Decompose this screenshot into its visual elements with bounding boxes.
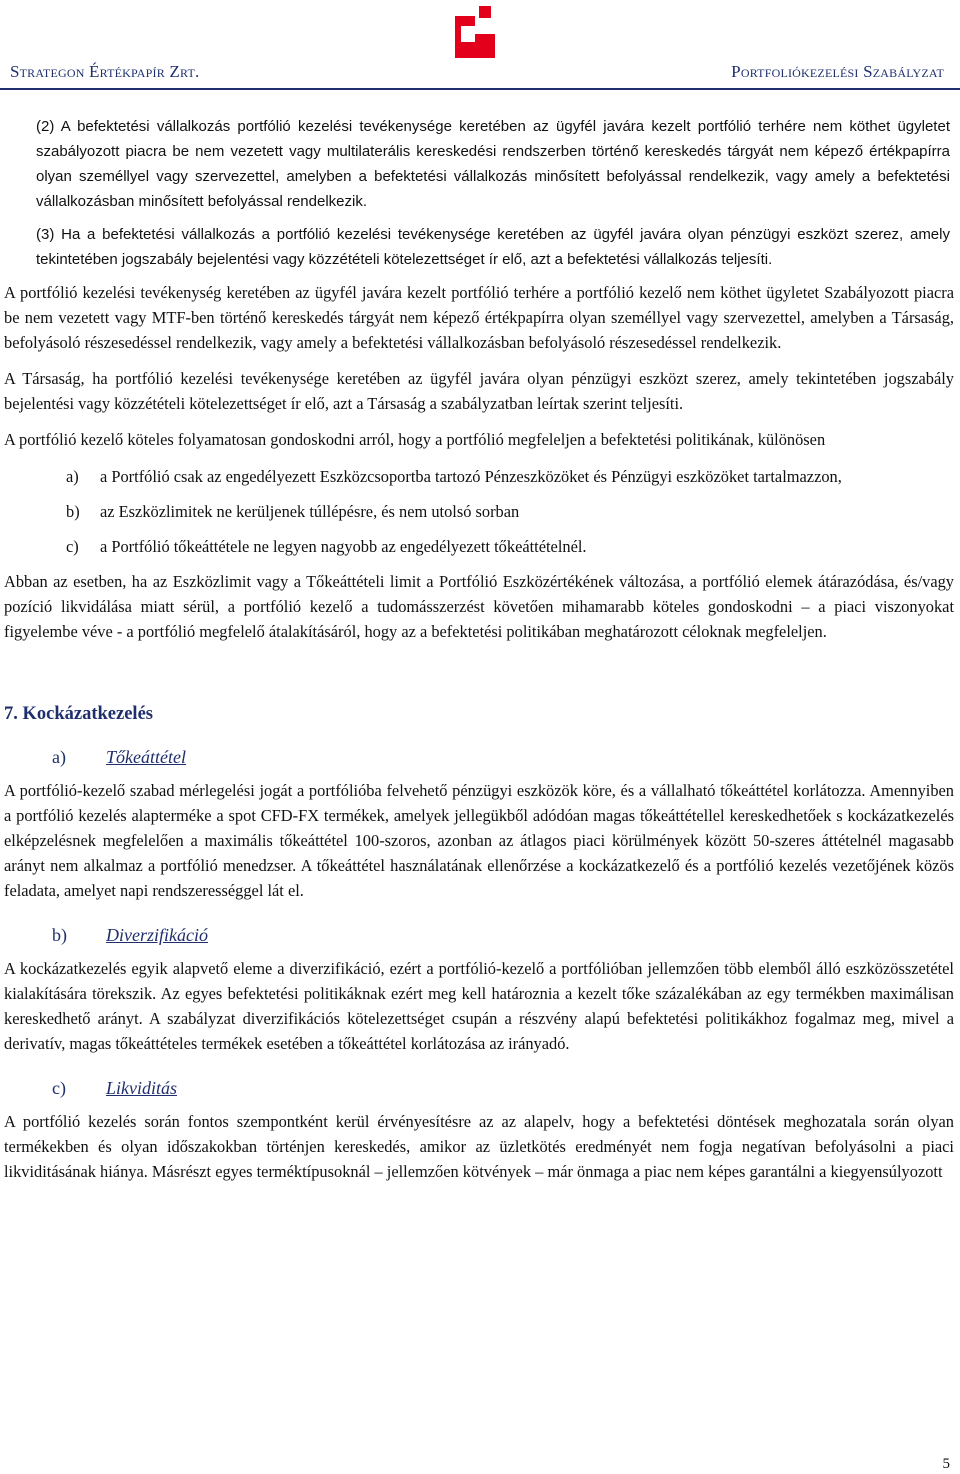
section-heading xyxy=(4,704,954,725)
subsection-heading xyxy=(4,747,954,768)
subsection-heading xyxy=(4,925,954,946)
list-item-text: a Portfólió csak az engedélyezett Eszközcsoportba tartozó Pénzeszközöket és Pénzügyi eszközöket tartalmazzon, xyxy=(100,467,842,486)
list-item-text: az Eszközlimitek ne kerüljenek túllépésre, és nem utolsó sorban xyxy=(100,502,520,521)
header-document-title: Portfoliókezelési Szabályzat xyxy=(731,62,944,81)
subsection-paragraph: A kockázatkezelés egyik alapvető eleme a diverzifikáció, ezért a portfólió-kezelő a portfólióban jellemzően több elemből álló eszközösszetétel kialakítására törekszik. Az egyes befektetési politikáknak ezért meg kell határoznia a kezelt tőke százalékában az egy termékben maximálisan kereskedhető arányt. A szabályzat diverzifikációs kötelezettséget csupán a részvény alapú befektetési politikákhoz fogalmaz meg, mivel a derivatív, magas tőkeáttételes termékek esetében a tőkeáttétel korlátozása az irányadó. xyxy=(4,959,954,1053)
list-item xyxy=(66,499,954,524)
list-item xyxy=(66,464,954,489)
section-title: Kockázatkezelés xyxy=(22,704,153,724)
subsection-paragraph: A portfólió kezelés során fontos szempontként kerül érvényesítésre az az alapelv, hogy a befektetési döntések meghozatala során olyan termékekben és olyan időszakokban történjen kereskedés, amikor az üzletkötés eredményét nem fogja negatívan befolyásolni a piaci likviditásának hiánya. Másrészt egyes terméktípusoknál – jellemzően kötvények – már önmaga a piac nem képes garantálni a kiegyensúlyozott xyxy=(4,1112,954,1181)
paragraph-company-disclosure: A Társaság, ha portfólió kezelési tevékenysége keretében az ügyfél javára olyan pénzügyi eszközt szerez, amely tekintetében jogszabály bejelentési vagy közzétételi kötelezettséget ír elő, azt a Társaság a szabályzatban leírtak szerint teljesíti. xyxy=(4,369,954,413)
list-item xyxy=(66,534,954,559)
subsection-paragraph: A portfólió-kezelő szabad mérlegelési jogát a portfólióba felvehető pénzügyi eszközök köre, és a vállalható tőkeáttétel korlátozza. Amennyiben a portfólió kezelés alapterméke a spot CFD-FX termékek, amelyek jellegükből adódóan magas tőkeáttétellel kereskedhetőek s kockázatkezelés elképzelésnek megfelelően a maximális tőkeáttétel 100-szoros, azonban az átlagos piaci körülmények között 50-szeres áttételnél magasabb arányt nem alkalmaz a portfólió menedzser. A tőkeáttétel használatának ellenőrzése a kockázatkezelő és a portfólió kezelés vezetőjének közös feladata, amelyet napi rendszerességgel lát el. xyxy=(4,781,954,900)
paragraph-portfolio-restriction: A portfólió kezelési tevékenység keretében az ügyfél javára kezelt portfólió terhére a portfólió kezelő nem köthet ügyletet Szabályozott piacra be nem vezetett vagy MTF-ben történő kereskedés tárgyát nem képező értékpapírra olyan személlyel vagy szervezettel, amelyben a Társaság, befolyásoló részesedéssel rendelkezik, vagy amely a befektetési vállalkozásban befolyásoló részesedéssel rendelkezik. xyxy=(4,283,954,352)
list-marker: b) xyxy=(66,502,80,521)
subsection-title: Tőkeáttétel xyxy=(106,747,186,767)
paragraph-3: (3) Ha a befektetési vállalkozás a portfólió kezelési tevékenysége keretében az ügyfél javára olyan pénzügyi eszközt szerez, amely tekintetében jogszabály bejelentési vagy közzétételi kötelezettséget ír elő, azt a befektetési vállalkozás teljesíti. xyxy=(36,226,950,268)
section-number: 7. xyxy=(4,704,18,724)
company-logo-icon xyxy=(455,6,495,58)
subsection-heading xyxy=(4,1078,954,1099)
list-marker: c) xyxy=(66,537,79,556)
subsection-marker: a) xyxy=(52,747,66,767)
paragraph-policy-compliance: A portfólió kezelő köteles folyamatosan gondoskodni arról, hogy a portfólió megfeleljen a befektetési politikának, különösen xyxy=(4,430,826,449)
header-divider xyxy=(0,88,960,90)
list-marker: a) xyxy=(66,467,79,486)
page-number: 5 xyxy=(942,1456,950,1472)
subsection-marker: b) xyxy=(52,925,67,945)
subsection-title: Diverzifikáció xyxy=(106,925,208,945)
header-company-name: Strategon Értékpapír Zrt. xyxy=(10,62,200,81)
compliance-list xyxy=(4,464,954,559)
paragraph-2: (2) A befektetési vállalkozás portfólió kezelési tevékenysége keretében az ügyfél javára kezelt portfólió terhére nem köthet ügyletet szabályozott piacra be nem vezetett vagy multilaterális kereskedési rendszerben történő kereskedés tárgyát nem képező értékpapírra olyan személlyel vagy szervezettel, amelyben a befektetési vállalkozás minősített befolyással rendelkezik, vagy amely a befektetési vállalkozásban minősített befolyással rendelkezik. xyxy=(36,118,950,210)
subsection-marker: c) xyxy=(52,1078,66,1098)
list-item-text: a Portfólió tőkeáttétele ne legyen nagyobb az engedélyezett tőkeáttételnél. xyxy=(100,537,587,556)
paragraph-limit-breach: Abban az esetben, ha az Eszközlimit vagy a Tőkeáttételi limit a Portfólió Eszközértékének változása, a portfólió elemek átárazódása, és/vagy pozíció likvidálása miatt sérül, a portfólió kezelő a tudomásszerzést követően mihamarabb köteles gondoskodni – a piaci viszonyokat figyelembe véve - a portfólió megfelelő átalakításáról, hogy az a befektetési politikában meghatározott céloknak megfeleljen. xyxy=(4,572,954,641)
subsection-title: Likviditás xyxy=(106,1078,177,1098)
document-body xyxy=(4,114,954,1184)
